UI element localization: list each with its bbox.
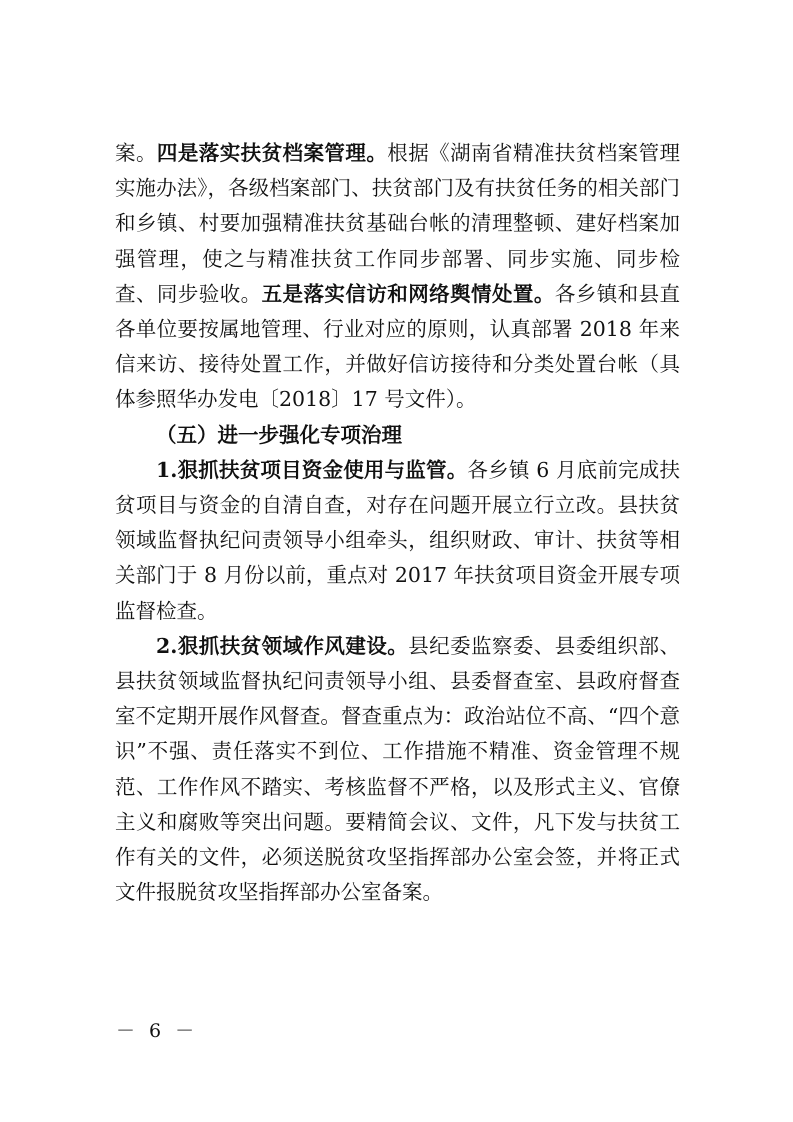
bold-highlight: 1.狠抓扶贫项目资金使用与监管。 <box>156 457 468 482</box>
text-segment: 根据《湖南省精准扶贫档案管理实施办法》，各级档案部门、扶贫部门及有扶贫任务的相关部门和乡镇、村要加强精准扶贫基础台帐的清理整顿、建好档案加强管理，使之与精准扶贫工作同步部署、同步实施、同步检查、同步验收。 <box>115 141 681 306</box>
bold-highlight: 五是落实信访和网络舆情处置。 <box>261 281 555 306</box>
heading-text: （五）进一步强化专项治理 <box>156 422 402 447</box>
paragraph-item-1 <box>115 453 680 629</box>
text-segment: 县纪委监察委、县委组织部、县扶贫领域监督执纪问责领导小组、县委督查室、县政府督查室不定期开展作风督查。督查重点为：政治站位不高、“四个意识”不强、责任落实不到位、工作措施不精准、资金管理不规范、工作作风不踏实、考核监督不严格，以及形式主义、官僚主义和腐败等突出问题。要精简会议、文件，凡下发与扶贫工作有关的文件，必须送脱贫攻坚指挥部办公室会签，并将正式文件报脱贫攻坚指挥部办公室备案。 <box>115 633 680 905</box>
paragraph-item-2 <box>115 629 680 911</box>
bold-highlight: 四是落实扶贫档案管理。 <box>156 141 388 165</box>
text-segment: 各乡镇 6 月底前完成扶贫项目与资金的自清自查，对存在问题开展立行立改。县扶贫领域监督执纪问责领导小组牵头，组织财政、审计、扶贫等相关部门于 8 月份以前，重点对 2017 年扶贫项目资金开展专项监督检查。 <box>115 457 681 623</box>
section-heading <box>115 418 680 453</box>
page-number: － 6 － <box>116 1020 199 1042</box>
text-segment: 各乡镇和县直各单位要按属地管理、行业对应的原则，认真部署 2018 年来信来访、接待处置工作，并做好信访接待和分类处置台帐（具体参照华办发电〔2018〕17 号文件）。 <box>115 281 681 412</box>
paragraph-continuation <box>115 136 680 418</box>
text-segment: 案。 <box>115 141 157 165</box>
bold-highlight: 2.狠抓扶贫领域作风建设。 <box>156 633 409 658</box>
document-body <box>115 136 680 910</box>
